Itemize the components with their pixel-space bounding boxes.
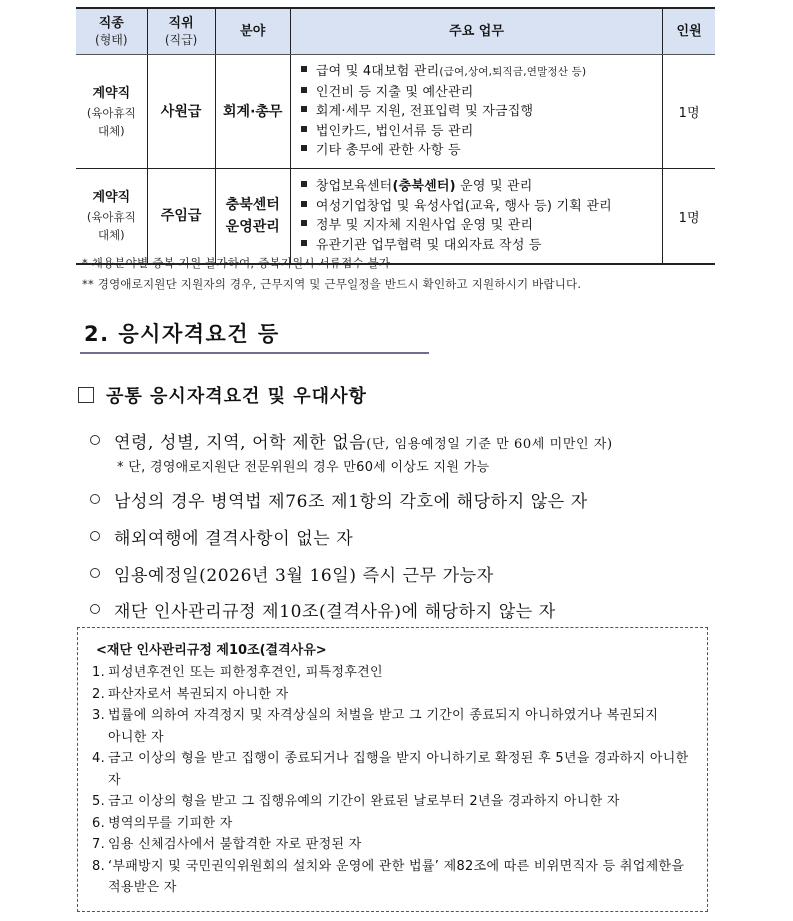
square-bullet-icon [301,240,307,246]
duty-item: 회계·세무 지원, 전표입력 및 자금집행 [301,102,662,122]
rank-cell: 주임급 [147,169,215,265]
table-footnote-1: * 채용분야별 중복 지원 불가하여, 중복지원시 서류접수 불가 [82,256,391,270]
regulation-list [92,662,695,899]
duties-list [301,177,662,255]
duty-item: 정부 및 지자체 지원사업 운영 및 관리 [301,216,662,236]
regulation-item: 6. 병역의무를 기피한 자 [92,815,233,831]
circle-bullet-icon [90,568,100,578]
regulation-box [77,627,708,912]
regulation-item: 7. 임용 신체검사에서 불합격한 자로 판정된 자 [92,837,362,852]
subsection-heading: 공통 응시자격요건 및 우대사항 [78,382,367,408]
duty-item: 유관기관 업무협력 및 대외자료 작성 등 [301,236,662,256]
duty-item: 기타 총무에 관한 사항 등 [301,141,662,161]
field-cell: 충북센터 운영관리 [215,169,290,265]
square-bullet-icon [301,145,307,151]
regulation-item: 4. 금고 이상의 형을 받고 집행이 종료되거나 집행을 받지 아니하기로 확정된 후 5년을 경과하지 아니한 자 [92,751,689,788]
header-job-type: 직종 (형태) [76,8,147,55]
square-bullet-icon [301,220,307,226]
requirement-item: 남성의 경우 병역법 제76조 제1항의 각호에 해당하지 않은 자 [90,487,588,512]
header-duties: 주요 업무 [290,8,662,55]
header-position: 직위 (직급) [147,8,215,55]
section-heading: 2. 응시자격요건 등 [80,318,429,354]
square-bullet-icon [301,87,307,93]
job-type-cell: 계약직 (육아휴직 대체) [76,55,147,169]
duties-cell [290,55,662,169]
checkbox-square-icon [78,387,94,403]
regulation-title: <재단 인사관리규정 제10조(결격사유> [96,643,327,658]
requirement-item: 재단 인사관리규정 제10조(결격사유)에 해당하지 않는 자 [90,597,556,622]
table-row [76,169,715,265]
circle-bullet-icon [90,435,100,445]
duties-cell [290,169,662,265]
header-field: 분야 [215,8,290,55]
headcount-cell: 1명 [663,169,715,265]
square-bullet-icon [301,126,307,132]
table-header-row [76,8,715,55]
square-bullet-icon [301,201,307,207]
field-cell: 회계·총무 [215,55,290,169]
square-bullet-icon [301,66,307,72]
headcount-cell: 1명 [663,55,715,169]
duty-item: 여성기업창업 및 육성사업(교육, 행사 등) 기획 관리 [301,197,662,217]
regulation-item: 3. 법률에 의하여 자격정지 및 자격상실의 처벌을 받고 그 기간이 종료되지 아니하였거나 복권되지 아니한 자 [92,708,659,745]
table-footnote-2: ** 경영애로지원단 지원자의 경우, 근무지역 및 근무일정을 반드시 확인하고 지원하시기 바랍니다. [82,277,582,291]
duties-list [301,62,662,161]
circle-bullet-icon [90,531,100,541]
duty-item: 법인카드, 법인서류 등 관리 [301,122,662,142]
requirement-item: 연령, 성별, 지역, 어학 제한 없음(단, 임용예정일 기준 만 60세 미만인 자) [90,428,613,453]
circle-bullet-icon [90,604,100,614]
square-bullet-icon [301,181,307,187]
rank-cell: 사원급 [147,55,215,169]
duty-item: 급여 및 4대보험 관리(급여,상여,퇴직금,연말정산 등) [301,62,662,83]
table-row [76,55,715,169]
job-positions-table [76,7,715,265]
requirement-note: * 단, 경영애로지원단 전문위원의 경우 만60세 이상도 지원 가능 [117,460,490,475]
requirement-item: 임용예정일(2026년 3월 16일) 즉시 근무 가능자 [90,561,494,586]
regulation-item: 1. 피성년후견인 또는 피한정후견인, 피특정후견인 [92,665,383,680]
regulation-item: 8. ‘부패방지 및 국민권익위원회의 설치와 운영에 관한 법률’ 제82조에 따른 비위면직자 등 취업제한을 적용받은 자 [92,858,685,895]
requirement-item: 해외여행에 결격사항이 없는 자 [90,524,353,549]
job-type-cell: 계약직 (육아휴직 대체) [76,169,147,265]
regulation-item: 5. 금고 이상의 형을 받고 그 집행유예의 기간이 완료된 날로부터 2년을 경과하지 아니한 자 [92,794,620,809]
duty-item: 인건비 등 지출 및 예산관리 [301,83,662,103]
duty-item: 창업보육센터(충북센터) 운영 및 관리 [301,177,662,197]
regulation-item: 2. 파산자로서 복권되지 아니한 자 [92,686,289,702]
header-headcount: 인원 [663,8,715,55]
square-bullet-icon [301,106,307,112]
circle-bullet-icon [90,494,100,504]
